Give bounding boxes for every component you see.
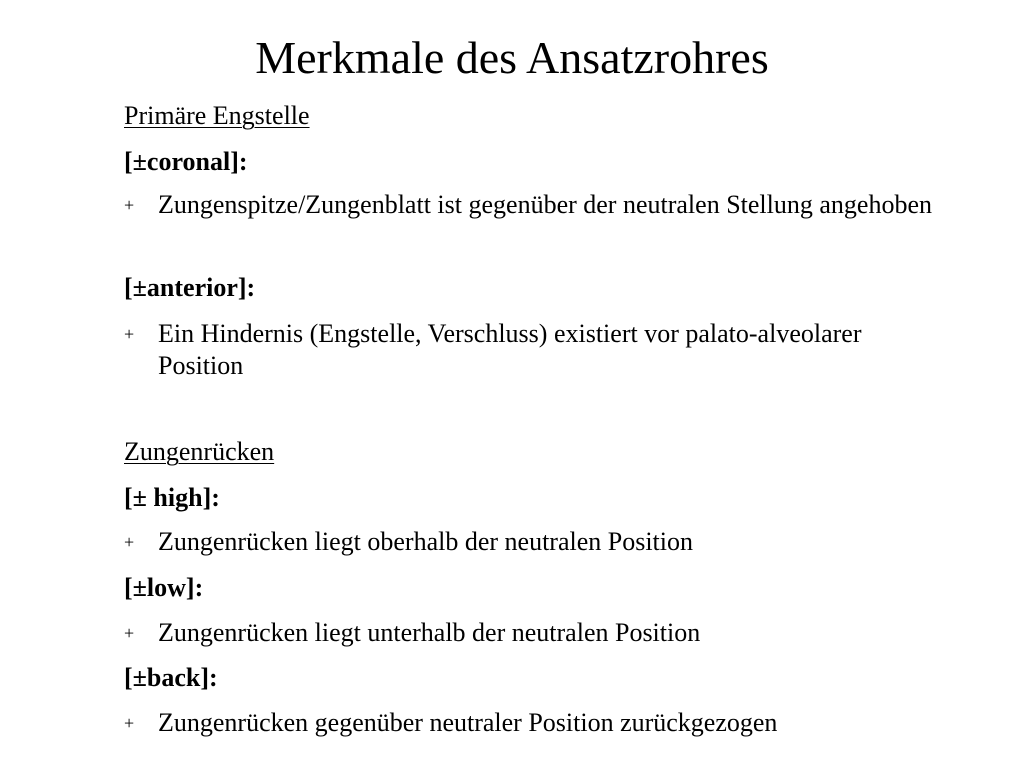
bullet-text: Zungenrücken liegt oberhalb der neutralen Position: [158, 527, 694, 556]
feature-description-anterior: [124, 318, 944, 382]
slide-title: Merkmale des Ansatzrohres: [255, 32, 769, 83]
feature-label-anterior: [±anterior]:: [124, 273, 256, 302]
section-heading-primary-constriction: Primäre Engstelle: [124, 101, 310, 130]
feature-description-high: [124, 526, 944, 558]
feature-description-coronal: [124, 189, 944, 221]
feature-description-back: [124, 707, 944, 739]
feature-label-low: [±low]:: [124, 573, 204, 602]
bullet-text: Ein Hindernis (Engstelle, Verschluss) existiert vor palato-alveolarer Position: [158, 319, 862, 380]
feature-description-low: [124, 617, 944, 649]
bullet-plus-icon: +: [124, 324, 135, 344]
bullet-text: Zungenrücken gegenüber neutraler Position zurückgezogen: [158, 708, 778, 737]
section-heading-tongue-body: Zungenrücken: [124, 437, 275, 466]
feature-label-back: [±back]:: [124, 663, 218, 692]
bullet-text: Zungenrücken liegt unterhalb der neutralen Position: [158, 618, 701, 647]
feature-label-coronal: [±coronal]:: [124, 147, 248, 176]
bullet-plus-icon: +: [124, 195, 135, 215]
bullet-plus-icon: +: [124, 713, 135, 733]
bullet-text: Zungenspitze/Zungenblatt ist gegenüber der neutralen Stellung angehoben: [158, 190, 932, 219]
bullet-plus-icon: +: [124, 623, 135, 643]
bullet-plus-icon: +: [124, 532, 135, 552]
feature-label-high: [± high]:: [124, 483, 220, 512]
